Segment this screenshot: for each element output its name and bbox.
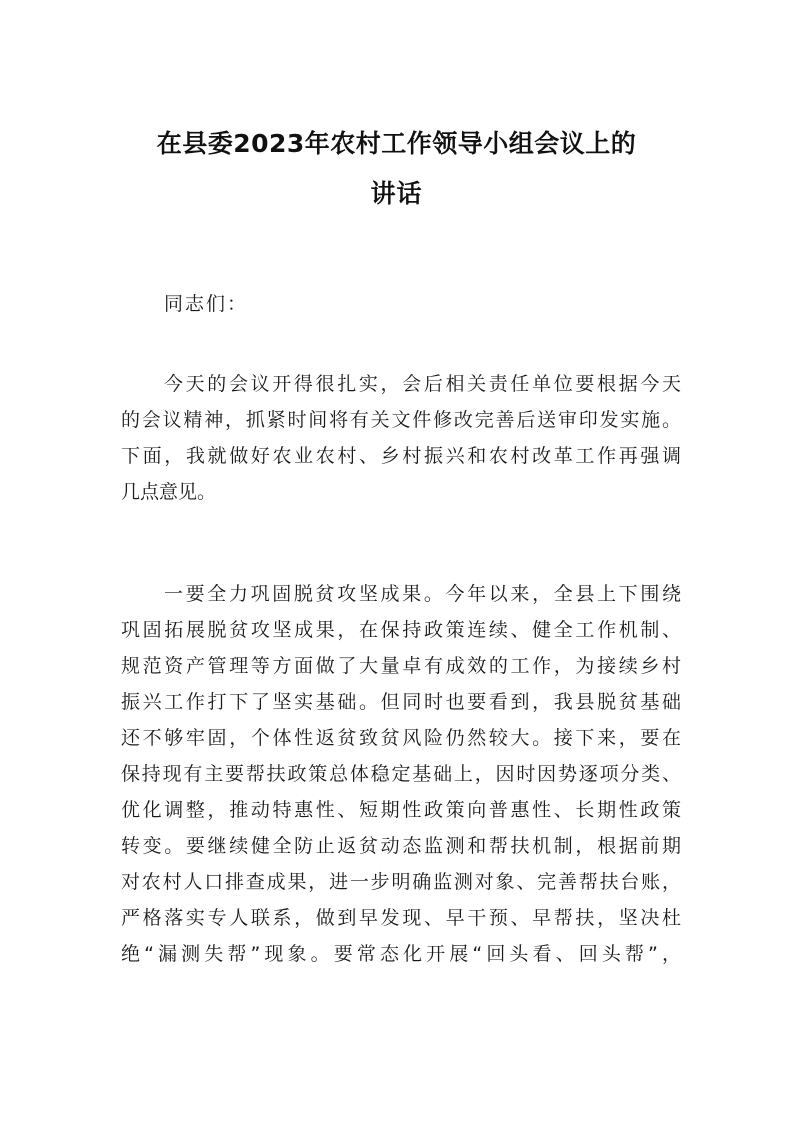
paragraph-line: 对农村人口排查成果，进一步明确监测对象、完善帮扶台账，	[121, 871, 681, 893]
paragraph-line: 几点意见。	[121, 481, 217, 503]
paragraph-line: 下面，我就做好农业农村、乡村振兴和农村改革工作再强调	[121, 445, 681, 467]
paragraph-line: 绝“漏测失帮”现象。要常态化开展“回头看、回头帮”，	[121, 943, 681, 965]
paragraph-1	[121, 366, 681, 510]
paragraph-line: 今天的会议开得很扎实，会后相关责任单位要根据今天	[164, 373, 681, 395]
document-title-line-2: 讲话	[370, 179, 423, 208]
paragraph-line: 还不够牢固，个体性返贫致贫风险仍然较大。接下来，要在	[121, 727, 681, 749]
paragraph-line: 巩固拓展脱贫攻坚成果，在保持政策连续、健全工作机制、	[121, 619, 681, 641]
paragraph-line: 振兴工作打下了坚实基础。但同时也要看到，我县脱贫基础	[121, 691, 681, 713]
paragraph-line: 优化调整，推动特惠性、短期性政策向普惠性、长期性政策	[121, 799, 681, 821]
paragraph-line: 严格落实专人联系，做到早发现、早干预、早帮扶，坚决杜	[121, 907, 681, 929]
paragraph-line: 的会议精神，抓紧时间将有关文件修改完善后送审印发实施。	[121, 409, 681, 431]
document-title-line-1: 在县委2023年农村工作领导小组会议上的	[156, 129, 637, 158]
paragraph-line: 转变。要继续健全防止返贫动态监测和帮扶机制，根据前期	[121, 835, 681, 857]
paragraph-2	[121, 576, 681, 972]
paragraph-line: 规范资产管理等方面做了大量卓有成效的工作，为接续乡村	[121, 655, 681, 677]
salutation: 同志们：	[164, 293, 249, 315]
paragraph-line: 保持现有主要帮扶政策总体稳定基础上，因时因势逐项分类、	[121, 763, 681, 785]
paragraph-line: 一要全力巩固脱贫攻坚成果。今年以来，全县上下围绕	[164, 583, 681, 605]
